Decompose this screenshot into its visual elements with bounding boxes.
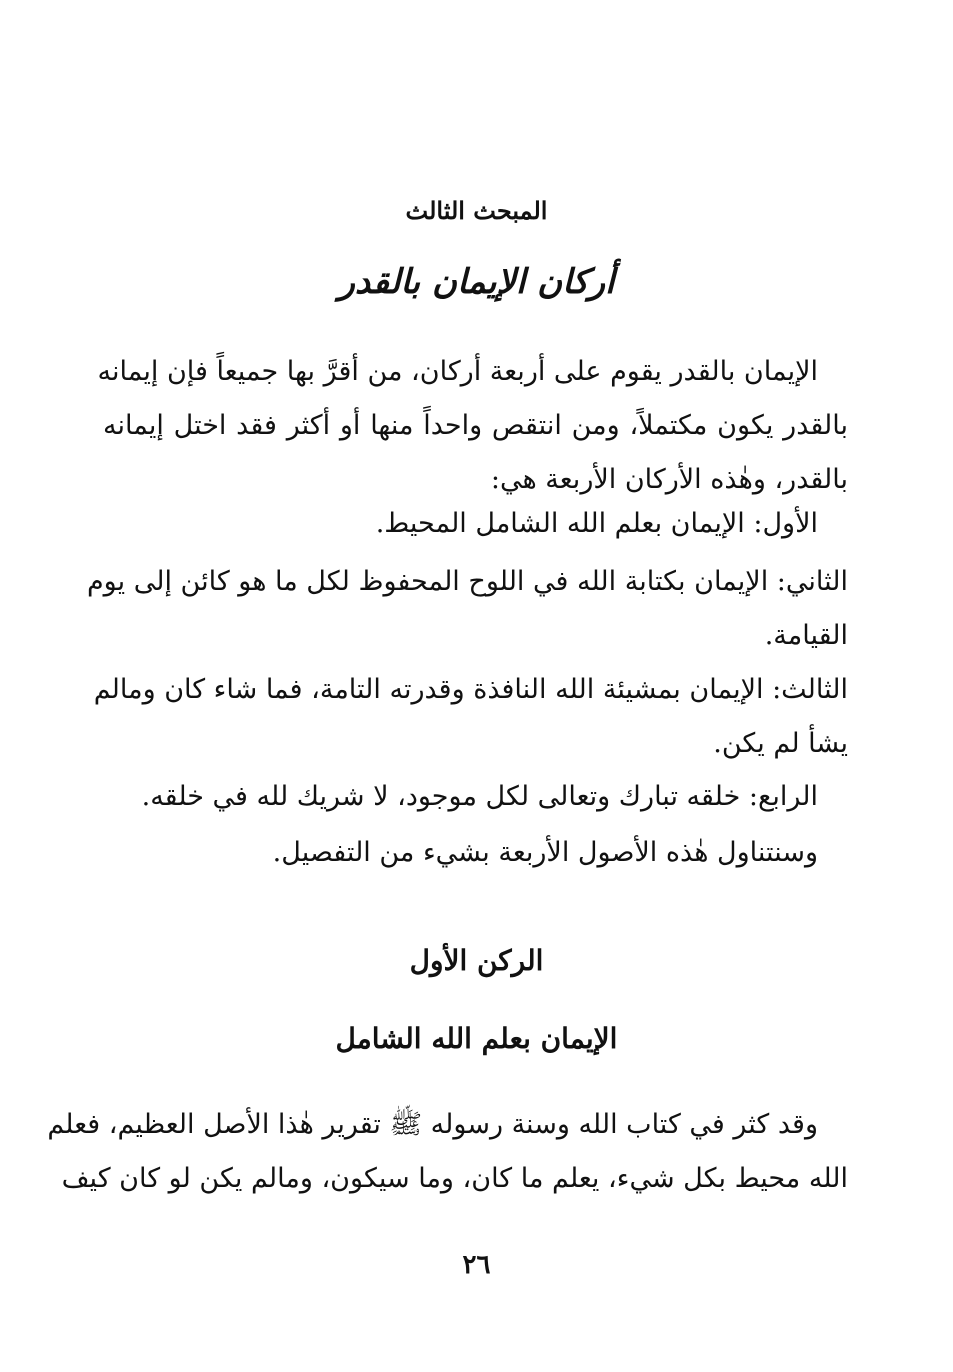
paragraph-line: بالقدر، وهٰذه الأركان الأربعة هي: xyxy=(490,464,848,495)
paragraph-line: القيامة. xyxy=(764,620,848,651)
pillar-item-4 xyxy=(103,770,818,824)
paragraph-line: الثاني: الإيمان بكتابة الله في اللوح المحفوظ لكل ما هو كائن إلى يوم xyxy=(86,566,848,597)
paragraph-line: الله محيط بكل شيء، يعلم ما كان، وما سيكون، ومالم يكن لو كان كيف xyxy=(61,1163,848,1194)
paragraph-line: الثالث: الإيمان بمشيئة الله النافذة وقدرته التامة، فما شاء كان ومالم xyxy=(93,674,848,705)
paragraph-line: وسنتناول هٰذه الأصول الأربعة بشيء من التفصيل. xyxy=(272,837,818,868)
paragraph-line: الإيمان بالقدر يقوم على أربعة أركان، من أقرَّ بها جميعاً فإن إيمانه xyxy=(97,356,818,387)
page-number: ٢٦ xyxy=(462,1250,491,1280)
section-heading: الركن الأول xyxy=(409,944,544,977)
pillar-item-2 xyxy=(86,555,848,663)
section-subheading: الإيمان بعلم الله الشامل xyxy=(335,1022,618,1055)
pillar-item-1 xyxy=(103,497,848,551)
paragraph-line: الأول: الإيمان بعلم الله الشامل المحيط. xyxy=(375,508,818,539)
paragraph-line: بالقدر يكون مكتملاً، ومن انتقص واحداً منها أو أكثر فقد اختل إيمانه xyxy=(103,410,848,441)
chapter-label: المبحث الثالث xyxy=(405,196,548,225)
body-paragraph xyxy=(47,1098,848,1206)
paragraph-line: يشأ لم يكن. xyxy=(713,728,848,759)
intro-paragraph xyxy=(97,345,848,507)
outro-paragraph xyxy=(103,826,818,880)
chapter-title: أركان الإيمان بالقدر xyxy=(338,262,615,302)
paragraph-line: الرابع: خلقه تبارك وتعالى لكل موجود، لا شريك لله في خلقه. xyxy=(141,781,818,812)
pillar-item-3 xyxy=(93,663,848,771)
paragraph-line: وقد كثر في كتاب الله وسنة رسوله ﷺ تقرير هٰذا الأصل العظيم، فعلم xyxy=(47,1109,818,1140)
